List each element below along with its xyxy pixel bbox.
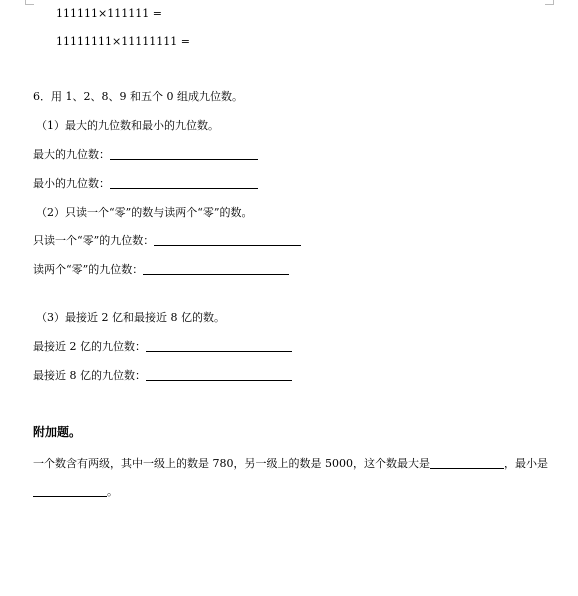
bonus-question-mid: ，最小是: [503, 457, 548, 470]
one-zero-row: [33, 234, 301, 248]
question-6-part-2-prompt: （2）只读一个“零”的数与读两个“零”的数。: [36, 206, 253, 219]
equation-2: 11111111×11111111 =: [56, 35, 190, 48]
largest-number-label: 最大的九位数：: [33, 148, 110, 161]
near-8-label: 最接近 8 亿的九位数：: [33, 369, 146, 382]
bonus-question-text: 一个数含有两级，其中一级上的数是 780，另一级上的数是 5000，这个数最大是: [33, 457, 430, 470]
two-zero-row: [33, 263, 289, 277]
one-zero-label: 只读一个“零”的九位数：: [33, 234, 155, 247]
bonus-question-end: 。: [107, 485, 118, 498]
one-zero-blank[interactable]: [154, 234, 301, 246]
largest-number-row: [33, 148, 258, 162]
near-8-blank[interactable]: [146, 369, 292, 381]
question-6-part-3-prompt: （3）最接近 2 亿和最接近 8 亿的数。: [36, 311, 225, 324]
near-2-label: 最接近 2 亿的九位数：: [33, 340, 146, 353]
bonus-max-blank[interactable]: [430, 457, 504, 469]
question-6-title: 6．用 1、2、8、9 和五个 0 组成九位数。: [33, 90, 243, 103]
near-2-row: [33, 340, 292, 354]
two-zero-label: 读两个“零”的九位数：: [33, 263, 144, 276]
largest-number-blank[interactable]: [110, 148, 258, 160]
bonus-answer-row: [33, 485, 118, 499]
smallest-number-blank[interactable]: [110, 177, 258, 189]
question-6-part-1-prompt: （1）最大的九位数和最小的九位数。: [36, 119, 219, 132]
near-8-row: [33, 369, 292, 383]
bonus-heading: 附加题。: [33, 425, 82, 439]
equation-1: 111111×111111 =: [56, 7, 162, 20]
bonus-question-row: [33, 457, 548, 471]
page-corner-mark-left: [25, 0, 34, 5]
smallest-number-label: 最小的九位数：: [33, 177, 110, 190]
page-corner-mark-right: [545, 0, 554, 5]
smallest-number-row: [33, 177, 258, 191]
bonus-min-blank[interactable]: [33, 485, 107, 497]
near-2-blank[interactable]: [146, 340, 292, 352]
two-zero-blank[interactable]: [143, 263, 289, 275]
